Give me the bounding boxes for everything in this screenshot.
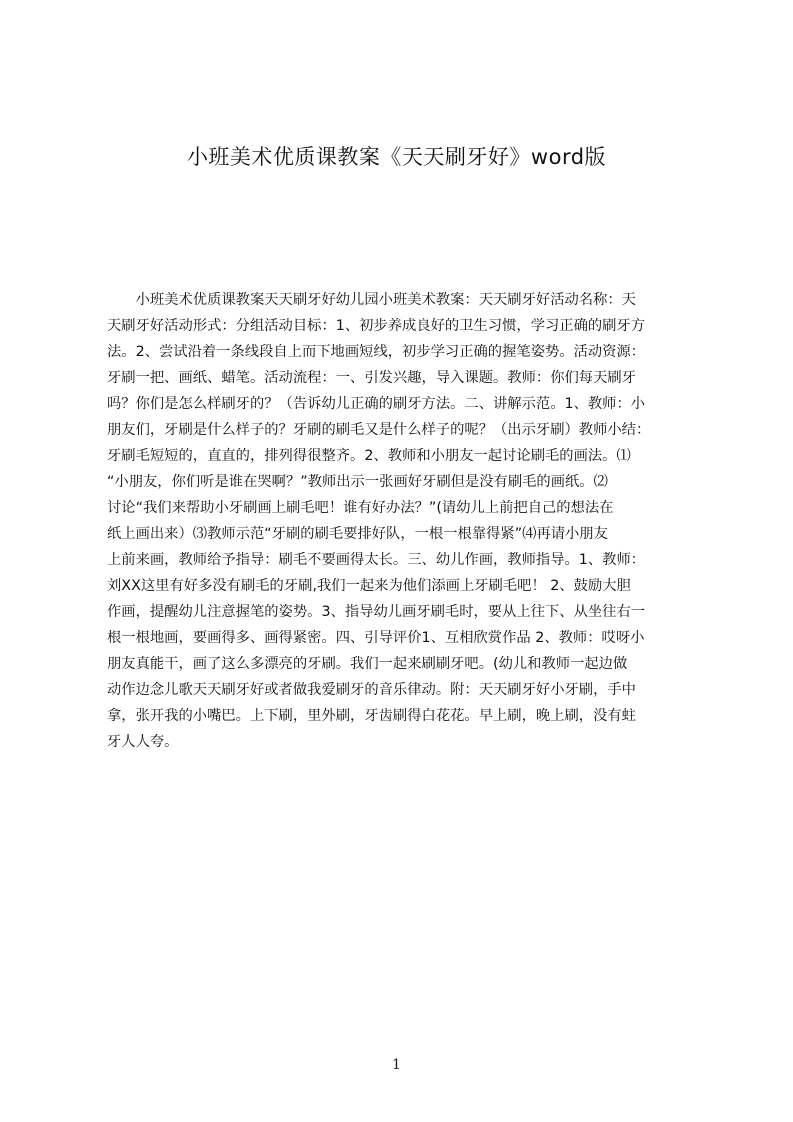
body-line: 法。2、尝试沿着一条线段自上而下地画短线，初步学习正确的握笔姿势。活动资源： [107, 344, 646, 360]
body-line: 动作边念儿歌天天刷牙好或者做我爱刷牙的音乐律动。附：天天刷牙好小牙刷，手中 [107, 682, 636, 698]
body-line: 吗？你们是怎么样刷牙的？（告诉幼儿正确的刷牙方法。二、讲解示范。1、教师：小 [107, 396, 646, 412]
body-line: 根一根地画，要画得多、画得紧密。四、引导评价1、互相欣赏作品 2、教师：哎呀小 [107, 630, 645, 646]
document-title: 小班美术优质课教案《天天刷牙好》word版 [186, 145, 607, 169]
body-line: 牙人人夸。 [107, 734, 179, 750]
body-line: 拿，张开我的小嘴巴。上下刷，里外刷，牙齿刷得白花花。早上刷，晚上刷，没有蛀 [107, 708, 636, 724]
body-line: 牙刷一把、画纸、蜡笔。活动流程：一、引发兴趣，导入课题。教师：你们每天刷牙 [107, 370, 636, 386]
body-line: 小班美术优质课教案天天刷牙好幼儿园小班美术教案：天天刷牙好活动名称：天 [107, 292, 636, 308]
body-line: 上前来画，教师给予指导：刷毛不要画得太长。三、幼儿作画，教师指导。1、教师： [107, 552, 646, 568]
body-line: 牙刷毛短短的，直直的，排列得很整齐。2、教师和小朋友一起讨论刷毛的画法。⑴ [107, 448, 631, 464]
body-line: 讨论“我们来帮助小牙刷画上刷毛吧！谁有好办法？”(请幼儿上前把自己的想法在 [107, 500, 614, 516]
body-line: 作画，提醒幼儿注意握笔的姿势。3、指导幼儿画牙刷毛时，要从上往下、从坐往右一 [107, 604, 646, 620]
page-number: 1 [392, 1057, 401, 1073]
body-line: 刘XX这里有好多没有刷毛的牙刷,我们一起来为他们添画上牙刷毛吧！ 2、鼓励大胆 [107, 578, 631, 594]
document-body [107, 287, 697, 767]
body-line: 天刷牙好活动形式：分组活动目标：1、初步养成良好的卫生习惯，学习正确的刷牙方 [107, 318, 646, 334]
body-line: “小朋友，你们听是谁在哭啊？”教师出示一张画好牙刷但是没有刷毛的画纸。⑵ [107, 474, 608, 490]
body-line: 朋友们，牙刷是什么样子的？牙刷的刷毛又是什么样子的呢？（出示牙刷）教师小结： [107, 422, 651, 438]
body-line: 朋友真能干，画了这么多漂亮的牙刷。我们一起来刷刷牙吧。(幼儿和教师一起边做 [107, 656, 628, 672]
body-line: 纸上画出来）⑶教师示范“牙刷的刷毛要排好队，一根一根靠得紧”⑷再请小朋友 [107, 526, 608, 542]
